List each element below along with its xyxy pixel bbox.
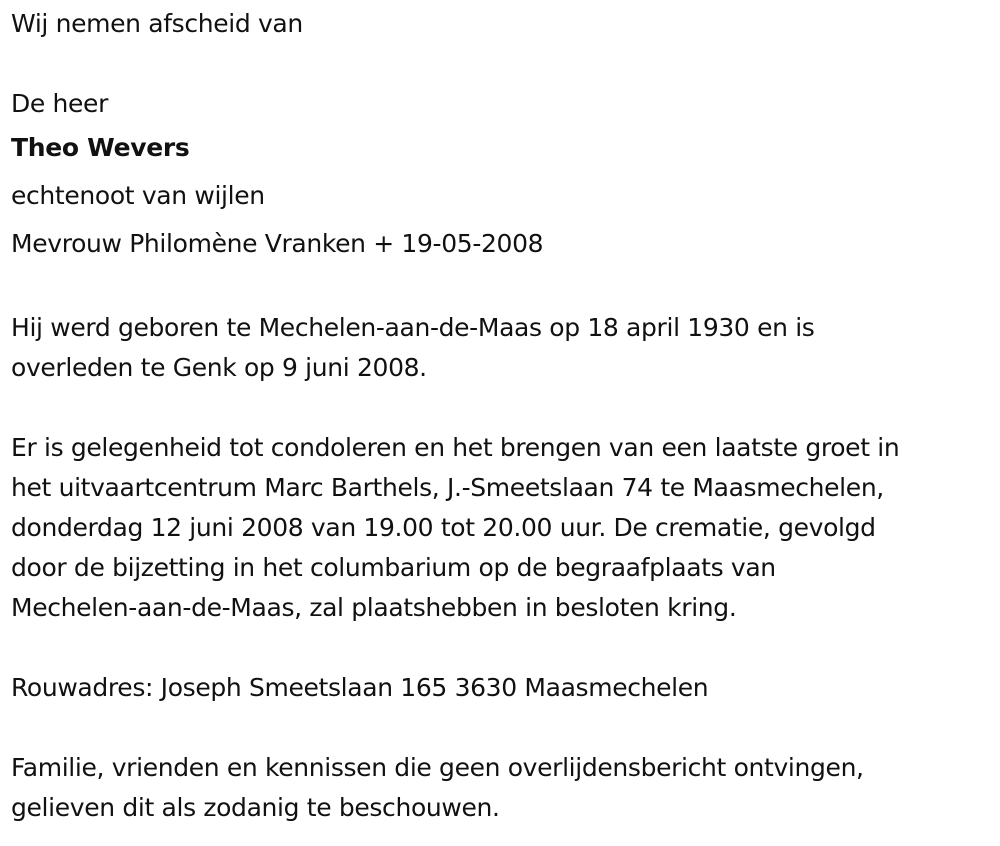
birth-death-paragraph bbox=[11, 308, 996, 388]
paragraph-line: Hij werd geboren te Mechelen-aan-de-Maas op 18 april 1930 en is bbox=[11, 313, 815, 342]
obituary-notice bbox=[11, 4, 996, 828]
condolences-paragraph bbox=[11, 428, 996, 628]
paragraph-line: overleden te Genk op 9 juni 2008. bbox=[11, 353, 427, 382]
paragraph-line: Familie, vrienden en kennissen die geen overlijdensbericht ontvingen, bbox=[11, 753, 864, 782]
paragraph-line: gelieven dit als zodanig te beschouwen. bbox=[11, 793, 500, 822]
spouse-line: Mevrouw Philomène Vranken + 19-05-2008 bbox=[11, 229, 544, 258]
intro-text: Wij nemen afscheid van bbox=[11, 9, 303, 38]
salutation: De heer bbox=[11, 89, 109, 118]
paragraph-line: het uitvaartcentrum Marc Barthels, J.-Smeetslaan 74 te Maasmechelen, bbox=[11, 473, 884, 502]
mourning-address: Rouwadres: Joseph Smeetslaan 165 3630 Maasmechelen bbox=[11, 673, 709, 702]
paragraph-line: donderdag 12 juni 2008 van 19.00 tot 20.00 uur. De crematie, gevolgd bbox=[11, 513, 876, 542]
closing-paragraph bbox=[11, 748, 996, 828]
paragraph-line: Er is gelegenheid tot condoleren en het brengen van een laatste groet in bbox=[11, 433, 900, 462]
spouse-intro: echtenoot van wijlen bbox=[11, 181, 265, 210]
paragraph-line: Mechelen-aan-de-Maas, zal plaatshebben in besloten kring. bbox=[11, 593, 737, 622]
paragraph-line: door de bijzetting in het columbarium op de begraafplaats van bbox=[11, 553, 776, 582]
deceased-name: Theo Wevers bbox=[11, 133, 190, 162]
